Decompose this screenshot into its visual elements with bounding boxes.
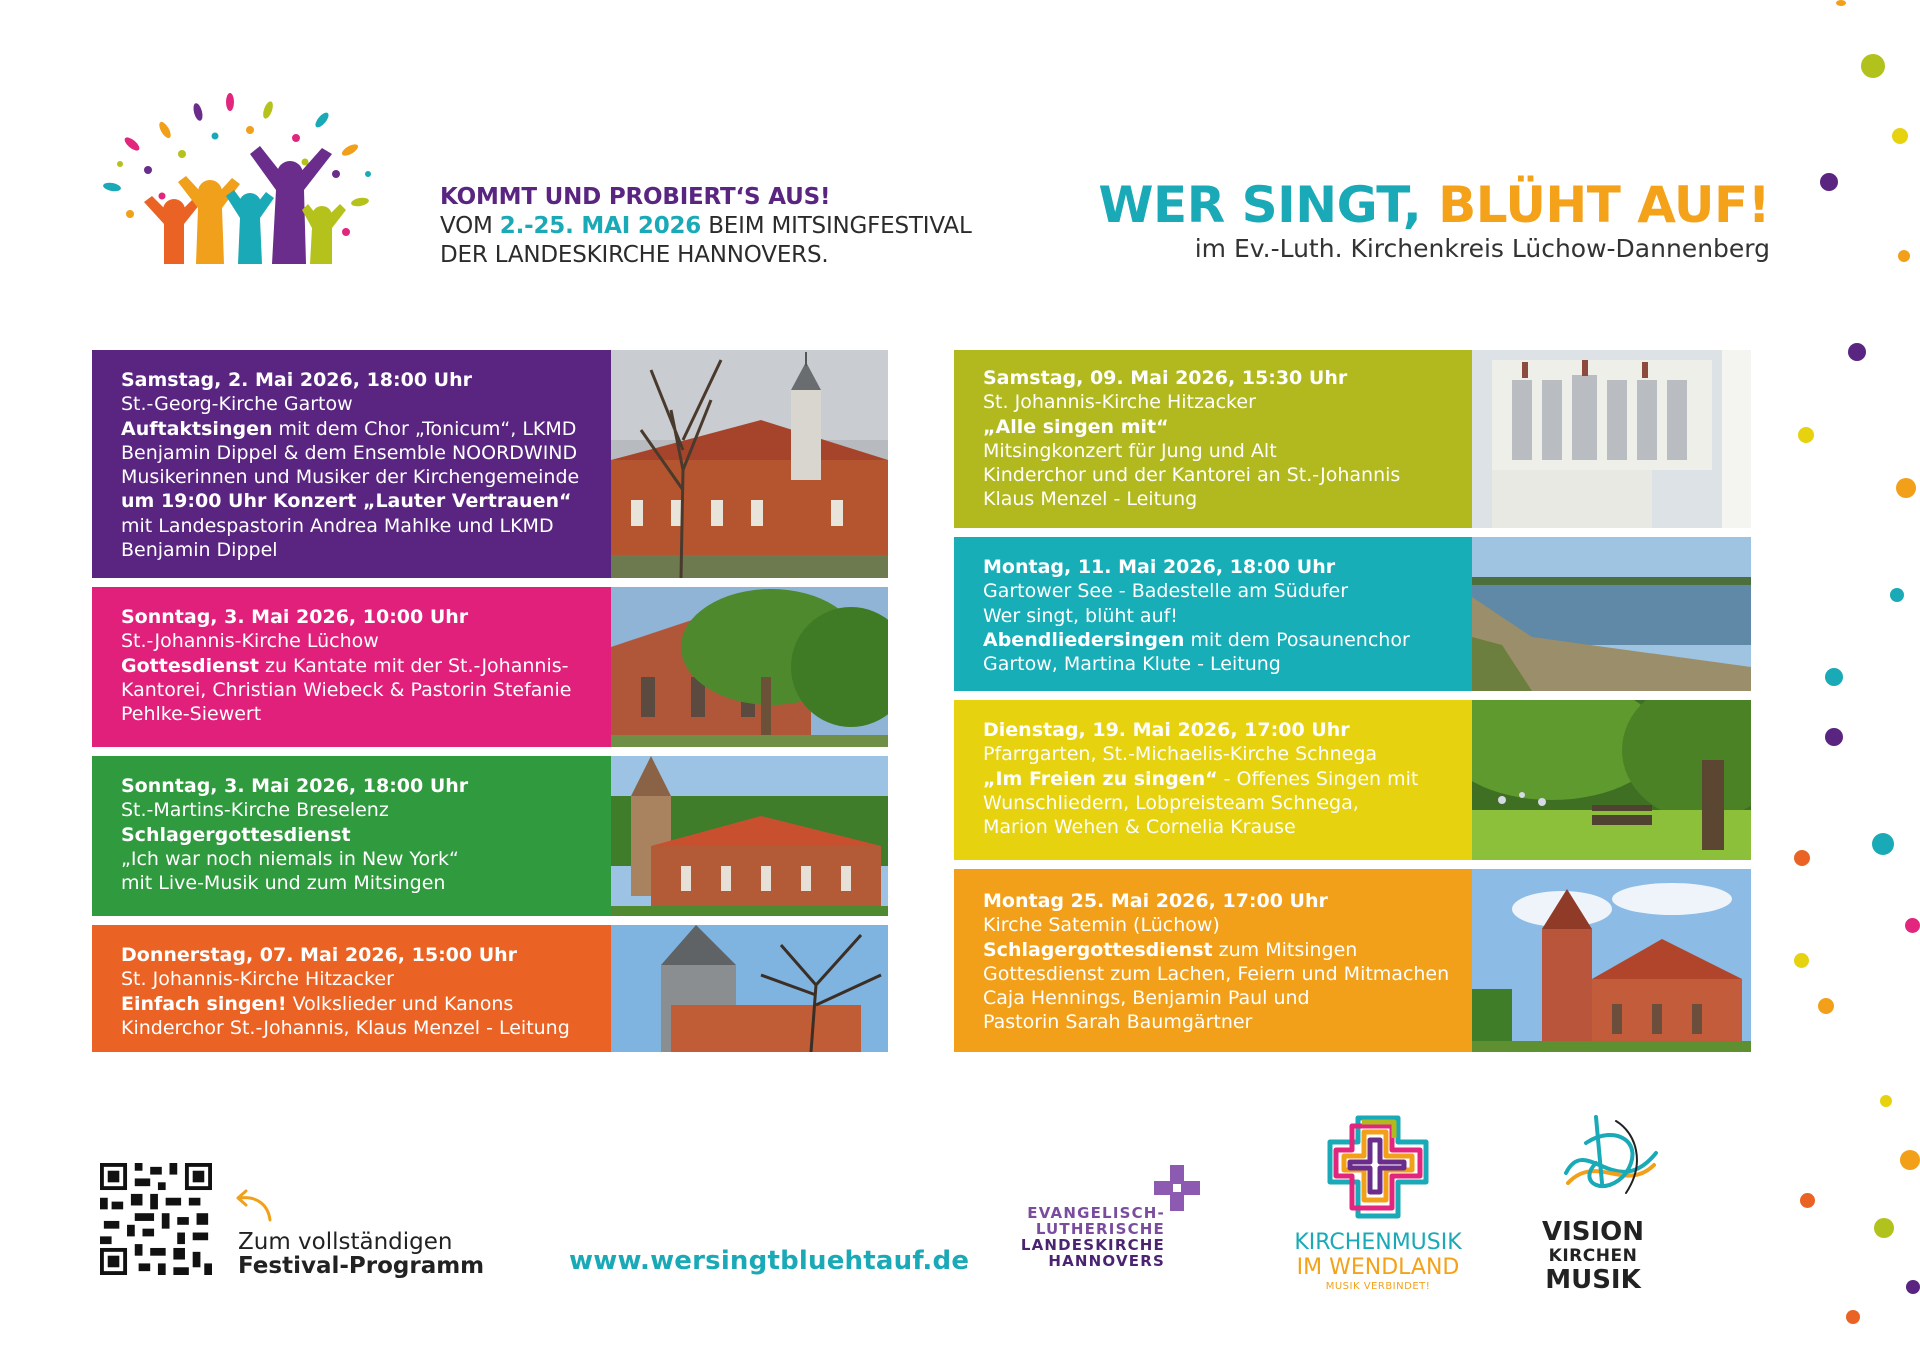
confetti-dot <box>1890 588 1904 602</box>
ev-logo-line2: LUTHERISCHE <box>1035 1220 1165 1238</box>
event-date: Samstag, 2. Mai 2026, 18:00 Uhr <box>121 369 472 391</box>
event-title: Schlagergottesdienst <box>983 938 1213 961</box>
confetti-dot <box>1820 173 1838 191</box>
event-card-2-text <box>92 587 611 747</box>
event-place: Pfarrgarten, St.-Michaelis-Kirche Schnega <box>983 743 1378 766</box>
tagline-headline: KOMMT UND PROBIERT‘S AUS! <box>440 184 831 210</box>
church-photo-luechow <box>611 587 888 747</box>
event-place: Gartower See - Badestelle am Südufer <box>983 580 1349 603</box>
event-card-6-text <box>954 537 1472 691</box>
page-title <box>1070 176 1770 234</box>
page-subtitle: im Ev.-Luth. Kirchenkreis Lüchow-Dannenberg <box>1194 234 1770 263</box>
event-detail: Pastorin Sarah Baumgärtner <box>983 1011 1253 1034</box>
confetti-dot <box>1874 1218 1894 1238</box>
event-place: Kirche Satemin (Lüchow) <box>983 914 1220 937</box>
event-place: St.-Johannis-Kirche Lüchow <box>121 630 379 653</box>
event-card-4 <box>92 925 888 1052</box>
confetti-dot <box>1905 918 1920 933</box>
curved-arrow-icon <box>230 1188 276 1224</box>
event-card-1-text <box>92 350 611 578</box>
festival-tagline <box>440 183 1000 270</box>
event-detail: Musikerinnen und Musiker der Kirchengemeinde <box>121 466 580 489</box>
event-detail: Kinderchor St.-Johannis, Klaus Menzel - Leitung <box>121 1016 570 1039</box>
event-detail: Volkslieder und Kanons <box>286 992 514 1015</box>
event-title: „Im Freien zu singen“ <box>983 767 1218 790</box>
event-detail: zu Kantate mit der St.-Johannis- <box>258 654 569 677</box>
church-photo-gartow <box>611 350 888 578</box>
event-detail: Benjamin Dippel <box>121 539 278 562</box>
event-card-7 <box>954 700 1751 860</box>
confetti-dot <box>1825 728 1843 746</box>
event-highlight: um 19:00 Uhr Konzert „Lauter Vertrauen“ <box>121 490 572 513</box>
kirchenmusik-wendland-logo-icon <box>1322 1112 1434 1222</box>
event-card-3 <box>92 756 888 916</box>
organ-photo-hitzacker <box>1472 350 1751 528</box>
event-date: Dienstag, 19. Mai 2026, 17:00 Uhr <box>983 719 1350 741</box>
confetti-dot <box>1825 668 1843 686</box>
event-detail: Benjamin Dippel & dem Ensemble NOORDWIND <box>121 441 578 464</box>
confetti-dot <box>1872 833 1894 855</box>
event-card-3-text <box>92 756 611 916</box>
confetti-dot <box>1900 1150 1920 1170</box>
church-photo-satemin <box>1472 869 1751 1052</box>
confetti-dot <box>1898 250 1910 262</box>
event-detail: Marion Wehen & Cornelia Krause <box>983 816 1296 839</box>
event-title: Abendliedersingen <box>983 628 1185 651</box>
confetti-dot <box>1798 427 1814 443</box>
km-logo-line2: IM WENDLAND <box>1296 1255 1460 1280</box>
confetti-dot <box>1846 1310 1860 1324</box>
qr-caption-line2: Festival-Programm <box>238 1253 485 1279</box>
confetti-dot <box>1861 54 1885 78</box>
event-date: Sonntag, 3. Mai 2026, 10:00 Uhr <box>121 606 469 628</box>
landeskirche-logo-text <box>1000 1205 1165 1269</box>
festival-dates: 2.-25. MAI 2026 <box>499 213 702 239</box>
event-place: St.-Georg-Kirche Gartow <box>121 393 353 416</box>
event-detail: Kantorei, Christian Wiebeck & Pastorin Stefanie <box>121 678 572 701</box>
event-detail: mit Landespastorin Andrea Mahlke und LKMD <box>121 514 554 537</box>
event-detail: Mitsingkonzert für Jung und Alt <box>983 439 1277 462</box>
confetti-dot <box>1848 343 1866 361</box>
page-title-block <box>1070 176 1770 264</box>
qr-code[interactable] <box>100 1163 212 1275</box>
confetti-dot <box>1892 128 1908 144</box>
event-card-6 <box>954 537 1751 691</box>
event-title: „Alle singen mit“ <box>983 415 1169 438</box>
event-date: Sonntag, 3. Mai 2026, 18:00 Uhr <box>121 775 469 797</box>
event-detail: Pehlke-Siewert <box>121 703 262 726</box>
event-card-8 <box>954 869 1751 1052</box>
event-card-5 <box>954 350 1751 528</box>
event-title: Schlagergottesdienst <box>121 823 351 846</box>
confetti-dot <box>1794 953 1809 968</box>
event-detail: Klaus Menzel - Leitung <box>983 488 1198 511</box>
event-card-2 <box>92 587 888 747</box>
event-detail: Kinderchor und der Kantorei an St.-Johannis <box>983 464 1401 487</box>
title-part-1: WER SINGT, <box>1098 176 1439 234</box>
event-detail: Gottesdienst zum Lachen, Feiern und Mitmachen <box>983 962 1450 985</box>
event-title: Gottesdienst <box>121 654 259 677</box>
km-logo-slogan: MUSIK VERBINDET! <box>1325 1281 1431 1292</box>
confetti-dot <box>1818 998 1834 1014</box>
qr-caption-line1: Zum vollständigen <box>238 1229 453 1255</box>
ev-logo-line1: EVANGELISCH- <box>1027 1204 1165 1222</box>
confetti-dot <box>1836 0 1846 6</box>
event-detail: Caja Hennings, Benjamin Paul und <box>983 987 1310 1010</box>
vk-logo-line2: KIRCHEN <box>1548 1246 1638 1266</box>
event-detail: Wunschliedern, Lobpreisteam Schnega, <box>983 791 1359 814</box>
lake-photo-gartow <box>1472 537 1751 691</box>
event-detail: mit Live-Musik und zum Mitsingen <box>121 872 446 895</box>
event-card-5-text <box>954 350 1472 528</box>
event-title: Einfach singen! <box>121 992 287 1015</box>
event-detail: „Ich war noch niemals in New York“ <box>121 847 459 870</box>
garden-photo-schnega <box>1472 700 1751 860</box>
ev-logo-line3: LANDESKIRCHE <box>1020 1236 1165 1254</box>
church-photo-breselenz <box>611 756 888 916</box>
event-date: Montag 25. Mai 2026, 17:00 Uhr <box>983 890 1328 912</box>
event-detail: mit dem Chor „Tonicum“, LKMD <box>272 417 577 440</box>
event-date: Samstag, 09. Mai 2026, 15:30 Uhr <box>983 367 1348 389</box>
km-logo-line1: KIRCHENMUSIK <box>1294 1230 1462 1255</box>
event-card-8-text <box>954 869 1472 1052</box>
vision-kirchenmusik-logo-icon <box>1556 1113 1666 1213</box>
confetti-dot <box>1906 1280 1920 1294</box>
event-place: St. Johannis-Kirche Hitzacker <box>121 968 394 991</box>
festival-logo <box>100 92 380 272</box>
qr-caption <box>238 1230 484 1278</box>
confetti-dot <box>1794 850 1810 866</box>
event-date: Donnerstag, 07. Mai 2026, 15:00 Uhr <box>121 944 518 966</box>
church-photo-hitzacker <box>611 925 888 1052</box>
tagline-prefix: VOM <box>440 213 500 239</box>
event-detail: - Offenes Singen mit <box>1217 767 1419 790</box>
ev-logo-line4: HANNOVERS <box>1048 1252 1165 1270</box>
tagline-dates-line <box>440 212 1000 241</box>
vk-logo-line1: VISION <box>1541 1217 1645 1247</box>
event-detail: Gartow, Martina Klute - Leitung <box>983 653 1281 676</box>
tagline-suffix: BEIM MITSINGFESTIVAL <box>701 213 972 239</box>
event-place: St.-Martins-Kirche Breselenz <box>121 799 389 822</box>
event-card-4-text <box>92 925 611 1052</box>
event-detail: zum Mitsingen <box>1212 938 1358 961</box>
event-detail: mit dem Posaunenchor <box>1184 628 1410 651</box>
event-place: St. Johannis-Kirche Hitzacker <box>983 391 1256 414</box>
confetti-dot <box>1800 1193 1815 1208</box>
event-date: Montag, 11. Mai 2026, 18:00 Uhr <box>983 556 1336 578</box>
festival-website-link[interactable]: www.wersingtbluehtauf.de <box>569 1246 970 1276</box>
vk-logo-line3: MUSIK <box>1545 1265 1641 1295</box>
kirchenmusik-wendland-logo-text <box>1283 1230 1473 1294</box>
event-card-7-text <box>954 700 1472 860</box>
event-card-1 <box>92 350 888 578</box>
vision-kirchenmusik-logo-text <box>1538 1218 1648 1294</box>
title-part-2: BLÜHT AUF! <box>1438 176 1770 234</box>
event-detail: Wer singt, blüht auf! <box>983 604 1178 627</box>
event-title: Auftaktsingen <box>121 417 273 440</box>
tagline-line3: DER LANDESKIRCHE HANNOVERS. <box>440 242 829 268</box>
confetti-dot <box>1896 478 1916 498</box>
confetti-dot <box>1880 1095 1892 1107</box>
